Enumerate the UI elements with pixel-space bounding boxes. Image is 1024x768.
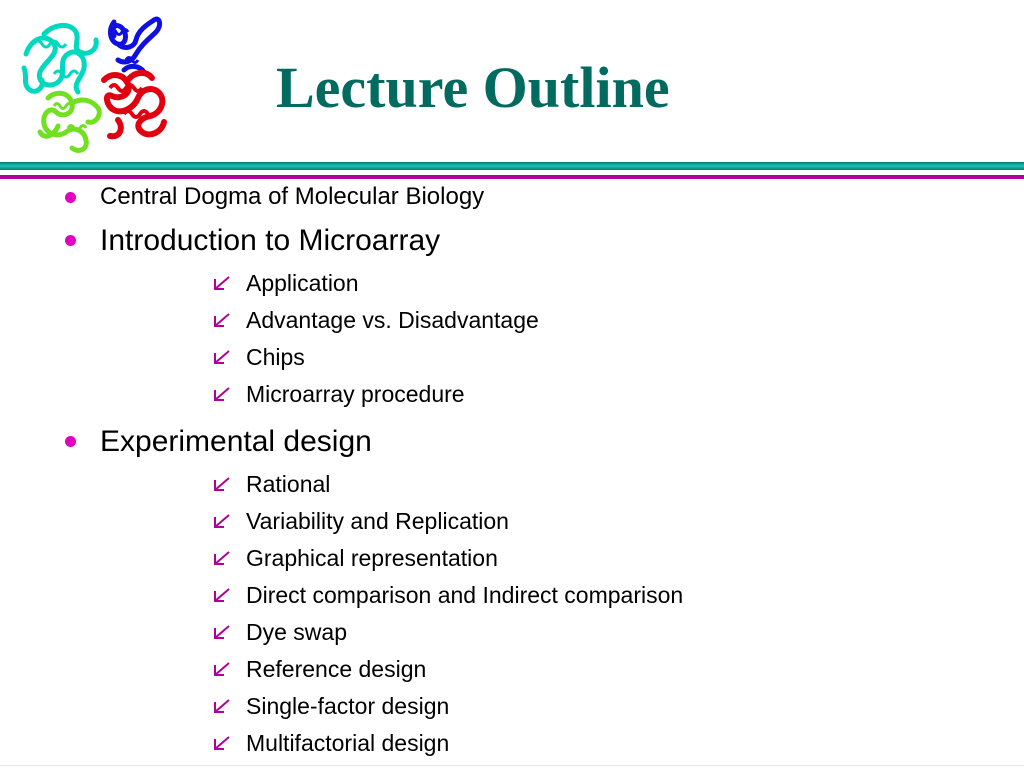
outline-subitem-label: Advantage vs. Disadvantage [246, 307, 539, 333]
protein-chain-red [104, 73, 164, 136]
outline-subitem [100, 651, 1024, 688]
outline-subitem [100, 376, 1024, 413]
protein-structure-icon [14, 14, 174, 154]
outline-subitem [100, 265, 1024, 302]
protein-chain-blue [111, 19, 160, 72]
arrow-bullet-icon [213, 550, 233, 566]
outline-subitem-label: Microarray procedure [246, 381, 465, 407]
outline-subitem [100, 725, 1024, 762]
outline-subitem-label: Multifactorial design [246, 730, 450, 756]
outline-subitem [100, 339, 1024, 376]
outline-subitem-label: Chips [246, 344, 305, 370]
slide-title: Lecture Outline [276, 55, 670, 120]
outline-subitem-label: Dye swap [246, 619, 347, 645]
arrow-bullet-icon [213, 587, 233, 603]
outline-subitem-label: Direct comparison and Indirect comparison [246, 582, 684, 608]
arrow-bullet-icon [213, 349, 233, 365]
outline-subitem-label: Application [246, 270, 359, 296]
outline-item-label: Experimental design [100, 425, 372, 458]
outline-item [0, 182, 1024, 212]
outline-subitem [100, 503, 1024, 540]
outline-subitem [100, 688, 1024, 725]
outline-sublist [100, 466, 1024, 762]
outline-subitem-label: Variability and Replication [246, 508, 509, 534]
outline-subitem [100, 466, 1024, 503]
outline-item [0, 422, 1024, 762]
arrow-bullet-icon [213, 624, 233, 640]
bullet-dot-icon [65, 235, 76, 246]
outline-item [0, 221, 1024, 413]
outline-subitem-label: Single-factor design [246, 693, 450, 719]
arrow-bullet-icon [213, 513, 233, 529]
outline-subitem [100, 540, 1024, 577]
arrow-bullet-icon [213, 698, 233, 714]
bullet-dot-icon [65, 192, 76, 203]
outline-list [0, 182, 1024, 762]
protein-chain-green [40, 93, 99, 150]
outline-item-label: Central Dogma of Molecular Biology [100, 183, 485, 210]
title-divider-magenta [0, 175, 1024, 179]
outline-sublist [100, 265, 1024, 413]
arrow-bullet-icon [213, 476, 233, 492]
outline-subitem-label: Rational [246, 471, 331, 497]
outline-subitem [100, 302, 1024, 339]
title-divider-teal [0, 162, 1024, 170]
outline-subitem-label: Reference design [246, 656, 427, 682]
outline-subitem-label: Graphical representation [246, 545, 498, 571]
arrow-bullet-icon [213, 312, 233, 328]
outline-subitem [100, 614, 1024, 651]
protein-chain-cyan [24, 25, 96, 92]
footer-divider [0, 765, 1024, 766]
arrow-bullet-icon [213, 735, 233, 751]
outline-subitem [100, 577, 1024, 614]
arrow-bullet-icon [213, 386, 233, 402]
outline-item-label: Introduction to Microarray [100, 224, 441, 257]
arrow-bullet-icon [213, 275, 233, 291]
arrow-bullet-icon [213, 661, 233, 677]
bullet-dot-icon [65, 436, 76, 447]
